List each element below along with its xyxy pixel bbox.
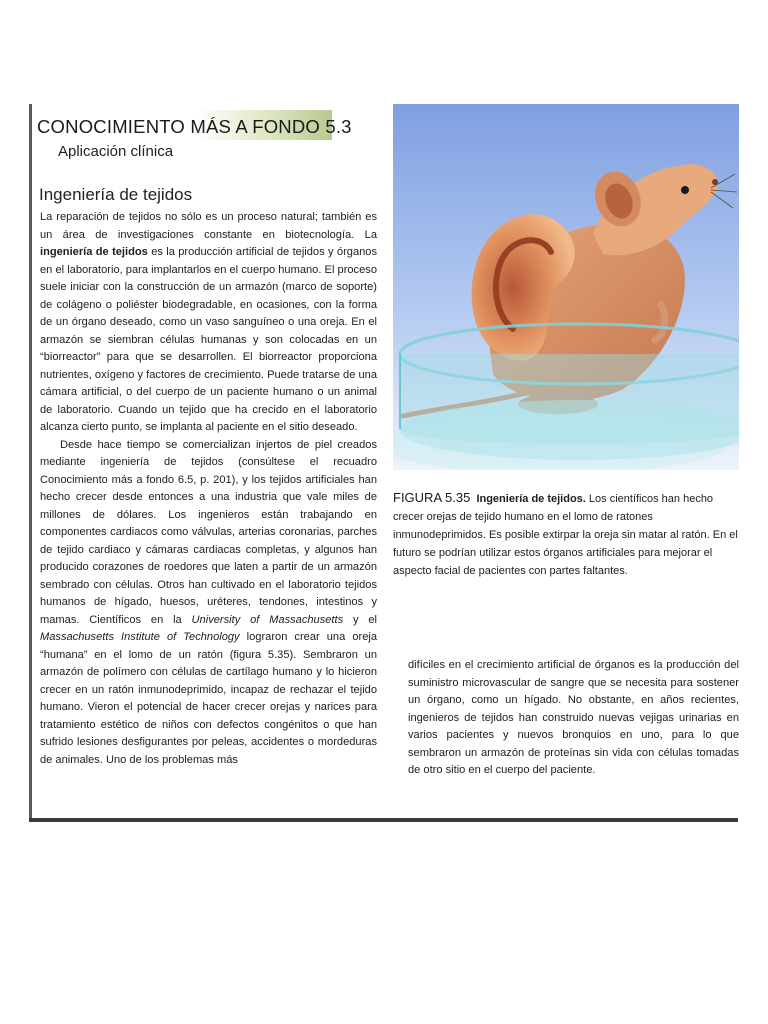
p1-text-c: es la producción artificial de tejidos y órganos en el laboratorio, para implantarlos en el cuerpo humano. El proceso suele iniciar con la construcción de un armazón (marco de soporte) de colágeno o poliéster biodegradable, en ocasiones, con la forma de un órgano deseado, como un vaso sanguíneo o una oreja. En el armazón se siembran células humanas y son colocadas en un “biorreactor” para que se desarrollen. El biorreactor proporciona nutrientes, oxígeno y factores de crecimiento. Puede tratarse de una cámara artificial, o del cuerpo de un paciente humano o un animal de laboratorio. Cuando un tejido que ha crecido en el laboratorio alcanza cierto punto, se implanta al paciente en el sitio deseado. [40, 246, 377, 433]
box-title: CONOCIMIENTO MÁS A FONDO 5.3 [37, 116, 352, 137]
p2-italic-mit: Massachusetts Institute of Technology [40, 631, 240, 643]
mouse-with-ear-illustration [393, 104, 739, 470]
box-left-rule [29, 104, 32, 822]
right-paragraph: difíciles en el crecimiento artificial de órganos es la producción del suministro microvascular de sangre que se necesita para sostener un órgano, como un hígado. No obstante, en años recientes, ingenieros de tejidos han construido nuevas vejigas urinarias en varios pacientes y nuevos bronquios en uno, para lo que sembraron un armazón de proteínas sin vida con células tomadas de otro sitio en el cuerpo del paciente. [408, 659, 739, 776]
p2-text-a: Desde hace tiempo se comercializan injertos de piel creados mediante ingeniería de tejidos (consúltese el recuadro Conocimiento más a fondo 6.5, p. 201), y los tejidos artificiales han hecho crecer desde entonces a una industria que vale miles de millones de dólares. Los ingenieros están trabajando en componentes cardiacos como válvulas, arterias coronarias, parches de tejido cardiaco y cámaras cardiacas completas, y algunos han producido corazones de roedores que laten a partir de un armazón sembrado con células. Otros han cultivado en el laboratorio tejidos humanos de hígado, huesos, uréteres, tendones, intestinos y mamas. Científicos en la [40, 438, 377, 626]
box-subtitle: Aplicación clínica [58, 143, 174, 160]
p2-italic-umass: University of Massachusetts [191, 613, 344, 626]
p1-text-a: La reparación de tejidos no sólo es un proceso natural; también es un área de investigaciones constante en biotecnología. La [40, 211, 377, 241]
p2-text-c: lograron crear una oreja “humana” en el lomo de un ratón (figura 5.35). Sembraron un armazón de polímero con células de cartílago humano y lo hicieron crecer en un ratón inmunodeprimido, incapaz de rechazar el tejido humano. Vieron el potencial de hacer crecer orejas y narices para tratamiento estético de niños con defectos congénitos o que han sufrido lesiones desfigurantes por peleas, accidentes o mordeduras de animales. Uno de los problemas más [40, 631, 377, 766]
paragraph-1 [40, 209, 377, 437]
section-heading: Ingeniería de tejidos [39, 185, 193, 204]
right-column [408, 657, 739, 780]
figure-title: Ingeniería de tejidos. [476, 493, 586, 505]
figure-image [393, 104, 739, 470]
figure-text: Los científicos han hecho crecer orejas de tejido humano en el lomo de ratones inmunodeprimidos. Es posible extirpar la oreja sin matar al ratón. En el futuro se podrían utilizar estos órganos artificiales para mejorar el aspecto facial de pacientes con partes faltantes. [393, 493, 738, 577]
figure-caption [393, 489, 741, 580]
paragraph-2 [40, 437, 377, 770]
p2-text-b: y el [343, 613, 377, 626]
box-bottom-rule [29, 818, 738, 822]
term-ingenieria: ingeniería de tejidos [40, 246, 148, 258]
left-column [40, 209, 377, 769]
figure-label: FIGURA 5.35 [393, 490, 471, 505]
